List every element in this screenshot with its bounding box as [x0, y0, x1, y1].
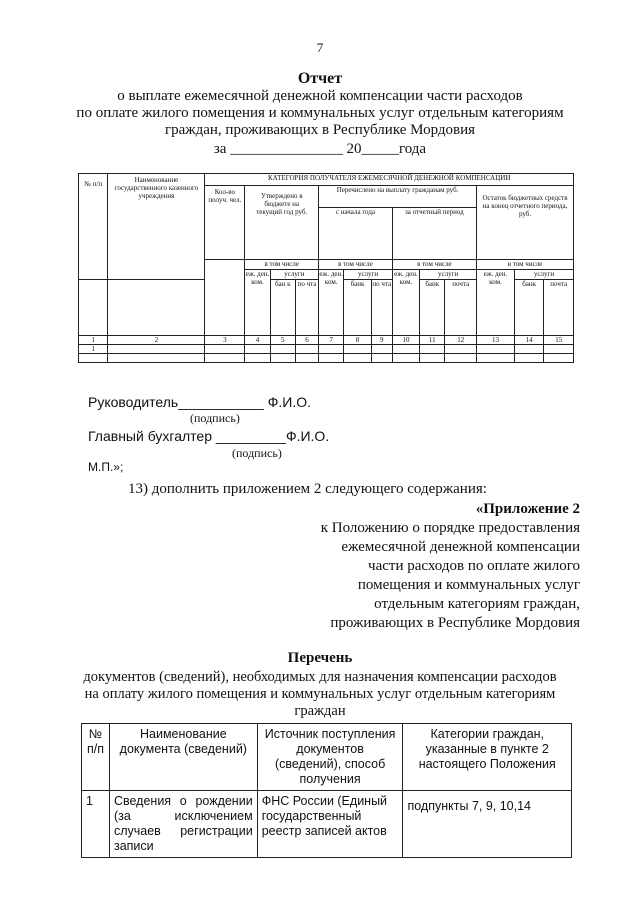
header-bank: банк: [420, 280, 445, 336]
list-subtitle-line: документов (сведений), необходимых для назначения компенсации расходов: [83, 669, 557, 685]
header-bank: банк: [514, 280, 543, 336]
appendix-line: части расходов по оплате жилого: [368, 558, 580, 574]
column-number: 7: [319, 336, 344, 345]
header-monthly: еж. ден. ком.: [477, 270, 515, 336]
column-number: 12: [445, 336, 477, 345]
header-including: в том числе: [319, 260, 393, 270]
report-title: Отчет: [297, 70, 343, 87]
table-row: [82, 791, 572, 858]
row-categories: подпункты 7, 9, 10,14: [403, 791, 572, 858]
header-institution: Наименование государственного казенного учреждения: [108, 174, 205, 280]
list-title: Перечень: [287, 650, 353, 666]
column-number: 5: [270, 336, 295, 345]
column-number: 6: [295, 336, 318, 345]
header-document-name: Наименование документа (сведений): [109, 724, 257, 791]
report-subtitle-line-2: по оплате жилого помещения и коммунальных услуг отдельным категориям: [76, 105, 564, 121]
column-number: 4: [245, 336, 270, 345]
list-subtitle-line: на оплату жилого помещения и коммунальных услуг отдельным категориям: [84, 686, 556, 702]
header-including: в том числе: [392, 260, 476, 270]
accountant-signature-line: Главный бухгалтер _________Ф.И.О.: [88, 428, 330, 444]
column-number: 3: [205, 336, 245, 345]
column-number: 14: [514, 336, 543, 345]
header-including: в том числе: [477, 260, 574, 270]
header-mail: почта: [544, 280, 574, 336]
header-num: № п/п: [82, 724, 110, 791]
head-signature-caption: (подпись): [190, 411, 240, 425]
header-monthly: еж. ден. ком.: [319, 270, 344, 336]
row-source: ФНС России (Единый государственный реестр записей актов: [257, 791, 403, 858]
header-categories: Категории граждан, указанные в пункте 2 настоящего Положения: [403, 724, 572, 791]
table-row: [79, 345, 574, 354]
column-number: 11: [420, 336, 445, 345]
header-services: услуги: [270, 270, 318, 280]
header-monthly: еж. ден. ком.: [245, 270, 270, 336]
appendix-title: «Приложение 2: [475, 501, 580, 517]
appendix-line: помещения и коммунальных услуг: [357, 577, 580, 593]
report-subtitle-line-1: о выплате ежемесячной денежной компенсации части расходов: [117, 88, 523, 104]
column-number: 2: [108, 336, 205, 345]
header-services: услуги: [344, 270, 392, 280]
documents-table: [81, 723, 572, 858]
report-period: за _______________ 20_____года: [213, 141, 427, 157]
header-transferred: Перечислено на выплату гражданам руб.: [319, 186, 477, 208]
header-category: КАТЕГОРИЯ ПОЛУЧАТЕЛЯ ЕЖЕМЕСЯЧНОЙ ДЕНЕЖНОЙ КОМПЕНСАЦИИ: [205, 174, 574, 186]
column-number: 15: [544, 336, 574, 345]
appendix-line: проживающих в Республике Мордовия: [330, 615, 580, 631]
column-number: 10: [392, 336, 419, 345]
header-including: в том числе: [245, 260, 319, 270]
appendix-line: к Положению о порядке предоставления: [320, 520, 580, 536]
column-number: 9: [371, 336, 392, 345]
stamp-placeholder: М.П.»;: [88, 460, 124, 474]
header-period: за отчетный период: [392, 208, 476, 260]
row-document-name: Сведения о рождении (за исключением случаев регистрации записи: [109, 791, 257, 858]
row-num: 1: [82, 791, 110, 858]
header-num: № п/п: [79, 174, 108, 280]
header-count: Кол-во получ. чел.: [205, 186, 245, 260]
header-monthly: еж. ден. ком.: [392, 270, 419, 336]
list-subtitle-line: граждан: [294, 703, 346, 719]
header-mail: почта: [445, 280, 477, 336]
accountant-signature-caption: (подпись): [232, 446, 282, 460]
header-services: услуги: [420, 270, 477, 280]
appendix-line: отдельным категориям граждан,: [374, 596, 580, 612]
header-remainder: Остаток бюджетных средств на конец отчетного периода, руб.: [477, 186, 574, 260]
header-source: Источник поступления документов (сведений), способ получения: [257, 724, 403, 791]
table-row: [79, 354, 574, 363]
column-number: 13: [477, 336, 515, 345]
report-subtitle-line-3: граждан, проживающих в Республике Мордовия: [164, 122, 476, 138]
header-bank: банк: [344, 280, 371, 336]
header-services: услуги: [514, 270, 573, 280]
column-number: 1: [79, 336, 108, 345]
header-from-start: с начала года: [319, 208, 393, 260]
report-table: [78, 173, 574, 363]
row-cell: 1: [79, 345, 108, 354]
head-signature-line: Руководитель___________ Ф.И.О.: [88, 394, 311, 410]
header-mail: по чта: [295, 280, 318, 336]
column-number-row: [79, 336, 574, 345]
column-number: 8: [344, 336, 371, 345]
header-bank: бан к: [270, 280, 295, 336]
appendix-line: ежемесячной денежной компенсации: [341, 539, 580, 555]
item-13-text: 13) дополнить приложением 2 следующего содержания:: [128, 481, 487, 497]
header-approved: Утверждено в бюджете на текущий год руб.: [245, 186, 319, 260]
header-mail: по чта: [371, 280, 392, 336]
page-number: 7: [316, 40, 324, 55]
